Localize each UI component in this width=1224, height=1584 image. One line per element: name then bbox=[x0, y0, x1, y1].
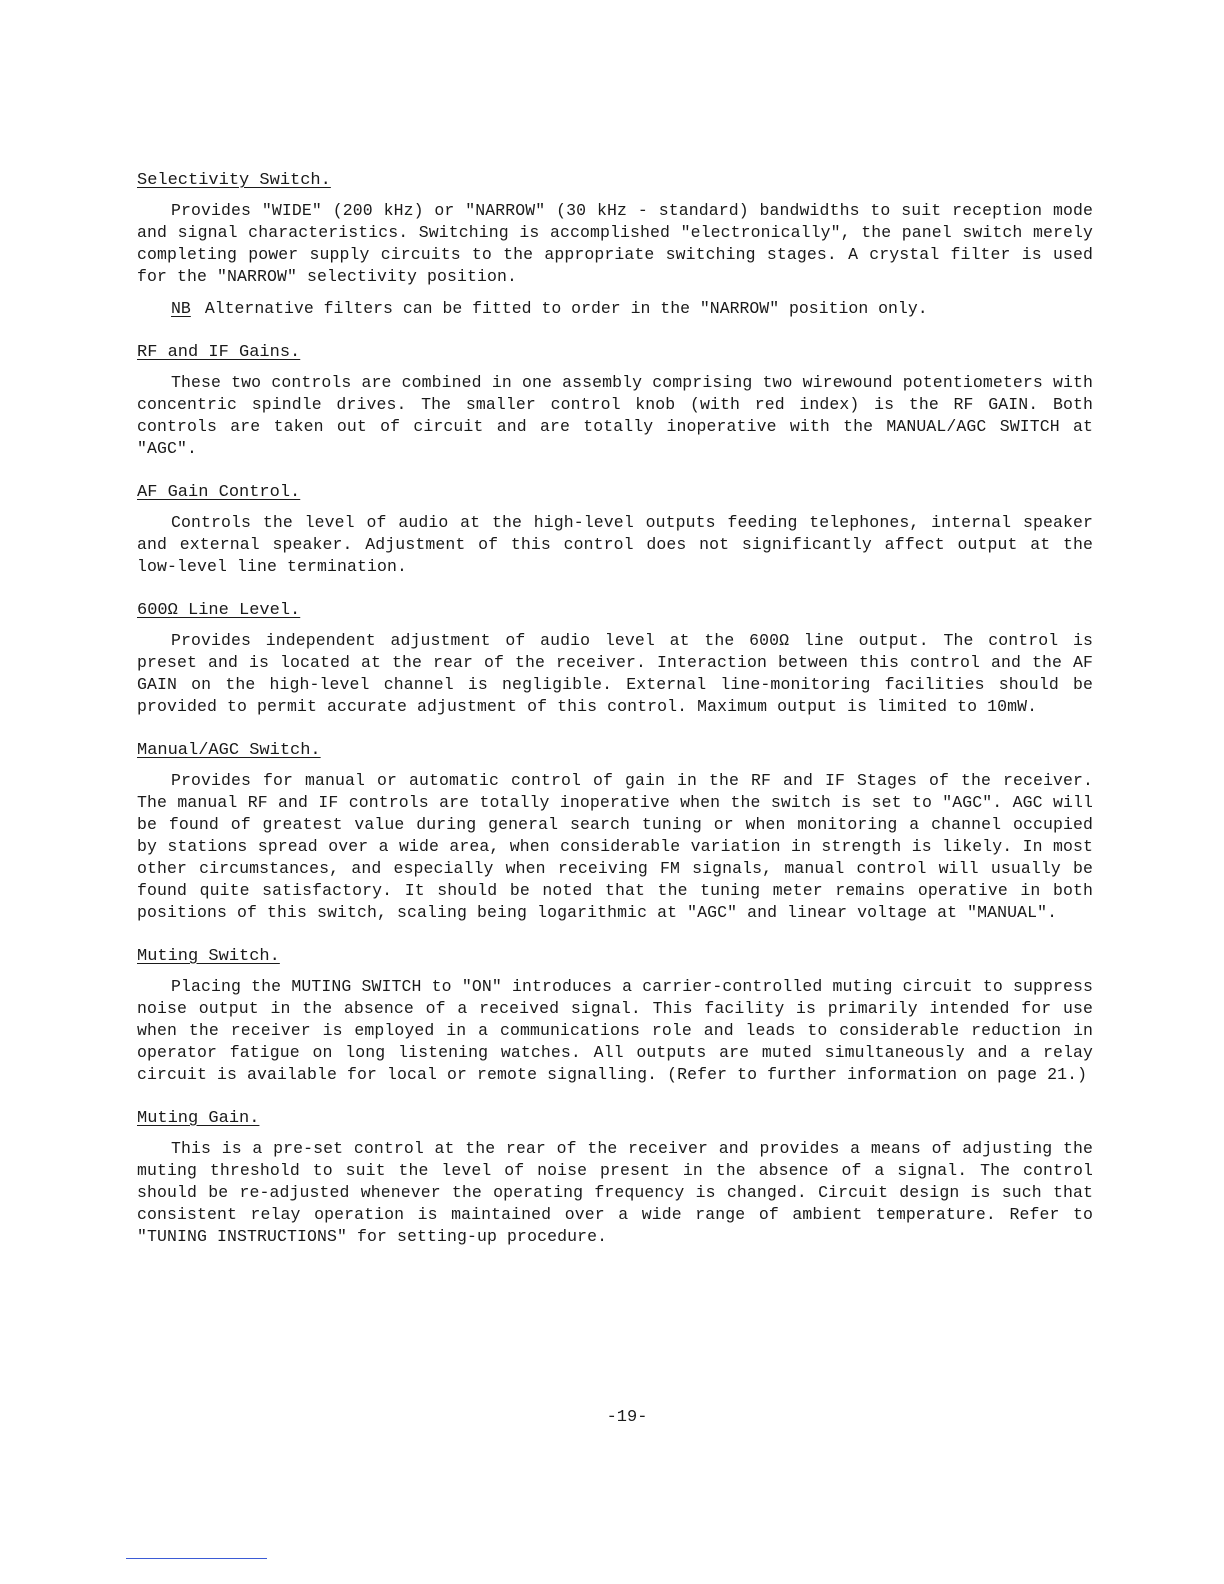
note-text: Alternative filters can be fitted to order in the "NARROW" position only. bbox=[204, 299, 928, 318]
section-heading: 600Ω Line Level. bbox=[137, 601, 301, 620]
section-heading: AF Gain Control. bbox=[137, 483, 301, 502]
section-selectivity-switch bbox=[137, 170, 1093, 320]
document-page bbox=[137, 170, 1093, 1270]
section-body: These two controls are combined in one assembly comprising two wirewound potentiometers with concentric spindle drives. The smaller control knob (with red index) is the RF GAIN. Both controls are taken out of circuit and are totally inoperative with the MANUAL/AGC SWITCH at "AGC". bbox=[137, 373, 1093, 458]
section-note bbox=[171, 298, 1093, 320]
section-muting-gain bbox=[137, 1108, 1093, 1248]
section-body: Provides "WIDE" (200 kHz) or "NARROW" (30 kHz - standard) bandwidths to suit reception mode and signal characteristics. Switching is accomplished "electronically", the panel switch merely completing power supply circuits to the appropriate switching stages. A crystal filter is used for the "NARROW" selectivity position. bbox=[137, 201, 1093, 286]
section-body: Provides independent adjustment of audio level at the 600Ω line output. The control is preset and is located at the rear of the receiver. Interaction between this control and the AF GAIN on the high-level channel is negligible. External line-monitoring facilities should be provided to permit accurate adjustment of this control. Maximum output is limited to 10mW. bbox=[137, 631, 1093, 716]
section-heading: RF and IF Gains. bbox=[137, 343, 301, 362]
section-body: Provides for manual or automatic control of gain in the RF and IF Stages of the receiver. The manual RF and IF controls are totally inoperative when the switch is set to "AGC". AGC will be found of greatest value during general search tuning or when monitoring a channel occupied by stations spread over a wide area, when considerable variation in strength is likely. In most other circumstances, and especially when receiving FM signals, manual control will usually be found quite satisfactory. It should be noted that the tuning meter remains operative in both positions of this switch, scaling being logarithmic at "AGC" and linear voltage at "MANUAL". bbox=[137, 771, 1093, 922]
note-label: NB bbox=[171, 299, 191, 318]
page-number: -19- bbox=[606, 1408, 648, 1427]
section-af-gain-control bbox=[137, 482, 1093, 578]
section-heading: Manual/AGC Switch. bbox=[137, 741, 321, 760]
section-rf-if-gains bbox=[137, 342, 1093, 460]
footer-rule bbox=[126, 1558, 267, 1559]
section-body: Controls the level of audio at the high-level outputs feeding telephones, internal speaker and external speaker. Adjustment of this control does not significantly affect output at the low-level line termination. bbox=[137, 513, 1093, 576]
section-line-level bbox=[137, 600, 1093, 718]
section-heading: Muting Gain. bbox=[137, 1109, 260, 1128]
section-manual-agc-switch bbox=[137, 740, 1093, 924]
section-heading: Selectivity Switch. bbox=[137, 171, 331, 190]
section-muting-switch bbox=[137, 946, 1093, 1086]
section-heading: Muting Switch. bbox=[137, 947, 280, 966]
section-body: Placing the MUTING SWITCH to "ON" introduces a carrier-controlled muting circuit to suppress noise output in the absence of a received signal. This facility is primarily intended for use when the receiver is employed in a communications role and leads to considerable reduction in operator fatigue on long listening watches. All outputs are muted simultaneously and a relay circuit is available for local or remote signalling. (Refer to further information on page 21.) bbox=[137, 977, 1093, 1084]
section-body: This is a pre-set control at the rear of the receiver and provides a means of adjusting the muting threshold to suit the level of noise present in the absence of a signal. The control should be re-adjusted whenever the operating frequency is changed. Circuit design is such that consistent relay operation is maintained over a wide range of ambient temperature. Refer to "TUNING INSTRUCTIONS" for setting-up procedure. bbox=[137, 1139, 1093, 1246]
